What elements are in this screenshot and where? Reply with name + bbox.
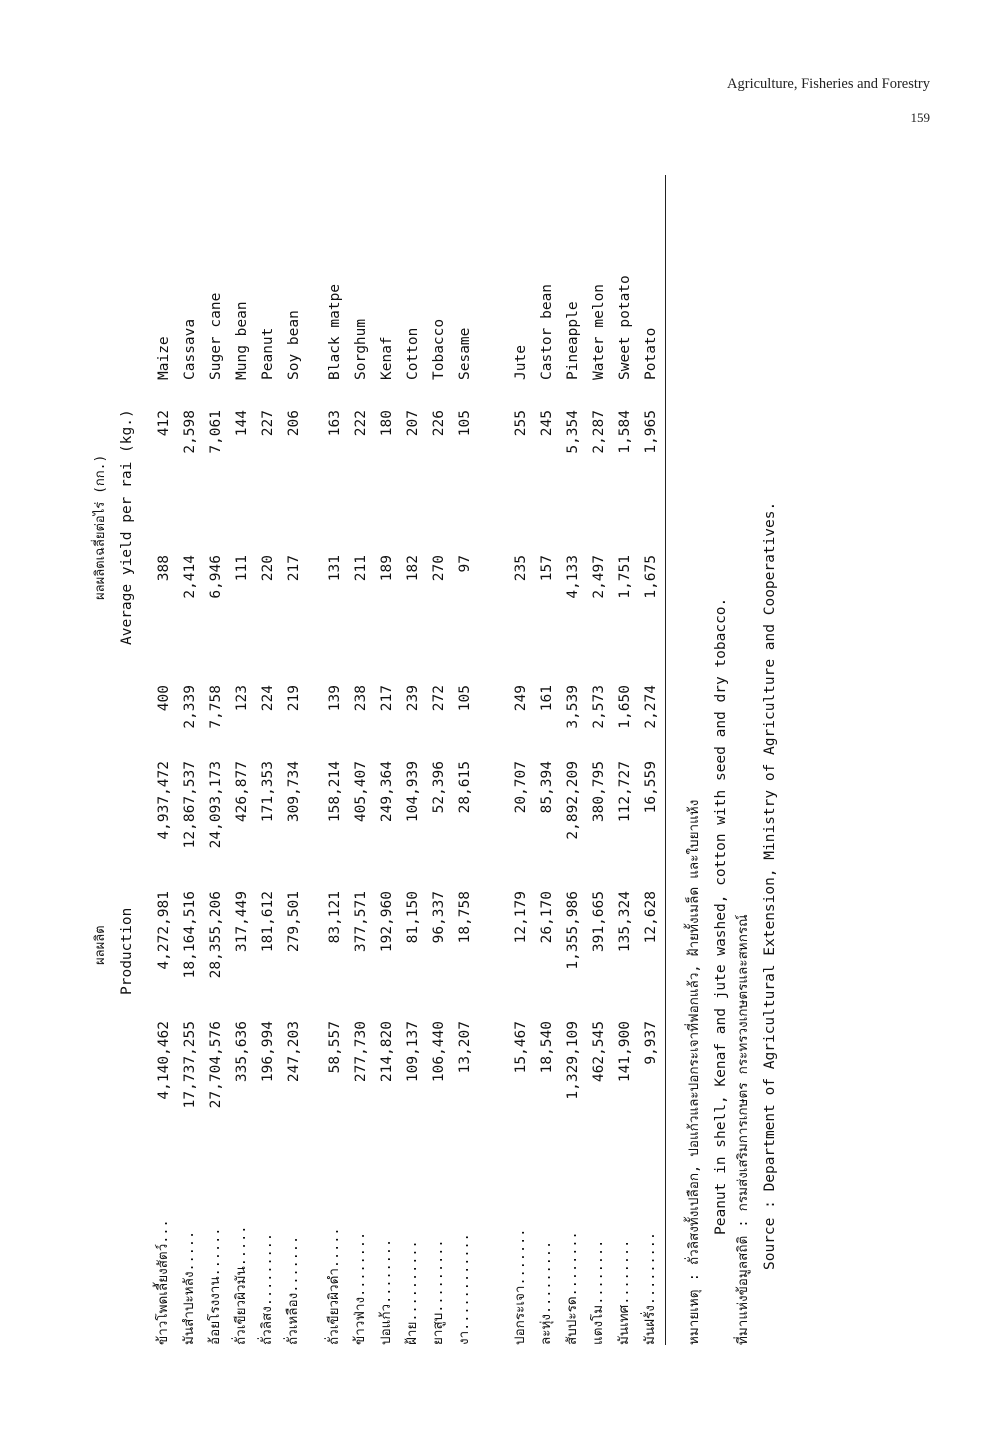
crop-name-en: Pineapple <box>565 301 581 380</box>
production-heading-th: ผลผลิต <box>93 925 108 965</box>
yield-col-3: 207 <box>405 410 421 437</box>
production-col-3: 16,559 <box>643 761 659 814</box>
production-col-1: 9,937 <box>643 1021 659 1065</box>
crop-name-th: มันสำปะหลัง..... <box>181 1230 197 1345</box>
production-col-1: 196,994 <box>260 1021 276 1083</box>
production-col-3: 20,707 <box>513 761 529 814</box>
table-bottom-rule <box>665 175 666 1345</box>
crop-name-th: ข้าวฟ่าง........ <box>352 1231 368 1345</box>
yield-col-1: 272 <box>431 685 447 712</box>
production-col-2: 192,960 <box>379 891 395 953</box>
crop-name-en: Mung bean <box>234 301 250 380</box>
yield-col-1: 219 <box>286 685 302 712</box>
crop-name-en: Cassava <box>182 318 198 380</box>
yield-col-2: 217 <box>286 555 302 582</box>
production-col-3: 2,892,209 <box>565 761 581 840</box>
crop-name-th: ฝ้าย.......... <box>404 1240 420 1345</box>
production-col-1: 277,730 <box>353 1021 369 1083</box>
production-col-1: 214,820 <box>379 1021 395 1083</box>
production-col-1: 27,704,576 <box>208 1021 224 1109</box>
yield-col-2: 6,946 <box>208 555 224 599</box>
crop-name-en: Castor bean <box>539 283 555 380</box>
yield-col-3: 180 <box>379 410 395 437</box>
crop-name-en: Jute <box>513 345 529 380</box>
yield-col-2: 189 <box>379 555 395 582</box>
crop-name-th: ปอกระเจา....... <box>512 1228 528 1345</box>
yield-col-1: 105 <box>457 685 473 712</box>
production-col-2: 12,628 <box>643 891 659 944</box>
yield-col-3: 105 <box>457 410 473 437</box>
crop-name-th: งา............ <box>456 1233 472 1345</box>
yield-col-1: 2,274 <box>643 685 659 729</box>
crop-name-th: ถั่วลิสง......... <box>259 1232 275 1345</box>
production-col-2: 4,272,981 <box>156 891 172 970</box>
production-col-1: 247,203 <box>286 1021 302 1083</box>
yield-col-3: 144 <box>234 410 250 437</box>
production-col-3: 52,396 <box>431 761 447 814</box>
yield-col-1: 238 <box>353 685 369 712</box>
production-col-3: 171,353 <box>260 761 276 823</box>
note-thai: หมายเหตุ : ถั่วลิสงทั้งเปลือก, ปอแก้วและปอกระเจาที่ฟอกแล้ว, ฝ้ายทั้งเมล็ด และใบยาแห้ง <box>686 799 702 1345</box>
yield-col-3: 1,584 <box>617 410 633 454</box>
yield-col-3: 245 <box>539 410 555 437</box>
crop-name-en: Sorghum <box>353 318 369 380</box>
production-col-1: 106,440 <box>431 1021 447 1083</box>
yield-col-2: 1,675 <box>643 555 659 599</box>
production-col-3: 104,939 <box>405 761 421 823</box>
crop-name-en: Black matpe <box>327 283 343 380</box>
production-col-2: 317,449 <box>234 891 250 953</box>
crop-name-th: มันฝรั่ง......... <box>642 1231 658 1345</box>
production-col-1: 13,207 <box>457 1021 473 1074</box>
production-col-2: 279,501 <box>286 891 302 953</box>
crop-name-th: แตงโม........ <box>590 1239 606 1345</box>
production-col-2: 96,337 <box>431 891 447 944</box>
production-col-3: 158,214 <box>327 761 343 823</box>
yield-heading-th: ผลผลิตเฉลี่ยต่อไร่ (กก.) <box>93 454 108 600</box>
crop-name-en: Maize <box>156 336 172 380</box>
production-col-2: 83,121 <box>327 891 343 944</box>
crop-name-en: Potato <box>643 327 659 380</box>
production-col-3: 28,615 <box>457 761 473 814</box>
yield-col-2: 2,414 <box>182 555 198 599</box>
yield-col-2: 235 <box>513 555 529 582</box>
yield-col-3: 206 <box>286 410 302 437</box>
crop-name-en: Suger cane <box>208 292 224 380</box>
yield-col-2: 1,751 <box>617 555 633 599</box>
crop-name-th: ถั่วเขียวผิวดำ..... <box>326 1227 342 1345</box>
crop-name-en: Sesame <box>457 327 473 380</box>
production-col-2: 18,164,516 <box>182 891 198 979</box>
production-col-2: 181,612 <box>260 891 276 953</box>
crop-name-th: อ้อยโรงงาน...... <box>207 1227 223 1345</box>
source-english: Source : Department of Agricultural Extension, Ministry of Agriculture and Cooperatives. <box>762 501 778 1270</box>
production-col-2: 81,150 <box>405 891 421 944</box>
yield-col-3: 2,287 <box>591 410 607 454</box>
yield-col-2: 211 <box>353 555 369 582</box>
crop-name-th: ถั่วเหลือง....... <box>285 1235 301 1345</box>
yield-col-1: 2,573 <box>591 685 607 729</box>
yield-col-1: 161 <box>539 685 555 712</box>
yield-col-2: 4,133 <box>565 555 581 599</box>
production-col-2: 18,758 <box>457 891 473 944</box>
yield-col-3: 412 <box>156 410 172 437</box>
yield-col-1: 400 <box>156 685 172 712</box>
crop-name-th: ปอแก้ว........ <box>378 1238 394 1345</box>
yield-col-3: 226 <box>431 410 447 437</box>
yield-col-3: 163 <box>327 410 343 437</box>
production-col-2: 1,355,986 <box>565 891 581 970</box>
yield-col-2: 270 <box>431 555 447 582</box>
yield-col-2: 182 <box>405 555 421 582</box>
rotated-statistics-table <box>82 145 822 1345</box>
production-col-2: 12,179 <box>513 891 529 944</box>
yield-col-1: 224 <box>260 685 276 712</box>
production-col-3: 112,727 <box>617 761 633 823</box>
page-header-title: Agriculture, Fisheries and Forestry <box>727 76 930 92</box>
production-col-1: 18,540 <box>539 1021 555 1074</box>
crop-name-th: ละหุ่ง......... <box>538 1240 554 1345</box>
crop-name-en: Tobacco <box>431 318 447 380</box>
yield-col-2: 97 <box>457 555 473 573</box>
production-col-2: 26,170 <box>539 891 555 944</box>
yield-heading-en: Average yield per rai (kg.) <box>119 409 135 645</box>
yield-col-1: 217 <box>379 685 395 712</box>
crop-name-th: ข้าวโพดเลี้ยงสัตว์... <box>155 1219 171 1345</box>
production-heading-en: Production <box>119 907 135 995</box>
production-col-2: 377,571 <box>353 891 369 953</box>
production-col-3: 24,093,173 <box>208 761 224 849</box>
production-col-1: 141,900 <box>617 1021 633 1083</box>
production-col-2: 28,355,206 <box>208 891 224 979</box>
yield-col-1: 249 <box>513 685 529 712</box>
production-col-1: 4,140,462 <box>156 1021 172 1100</box>
source-thai: ที่มาแห่งข้อมูลสถิติ : กรมส่งเสริมการเกษตร กระทรวงเกษตรและสหกรณ์ <box>735 914 751 1345</box>
production-col-3: 249,364 <box>379 761 395 823</box>
yield-col-3: 7,061 <box>208 410 224 454</box>
yield-col-3: 1,965 <box>643 410 659 454</box>
yield-col-2: 131 <box>327 555 343 582</box>
production-col-3: 4,937,472 <box>156 761 172 840</box>
yield-col-3: 227 <box>260 410 276 437</box>
production-col-3: 12,867,537 <box>182 761 198 849</box>
crop-name-en: Water melon <box>591 283 607 380</box>
yield-col-2: 157 <box>539 555 555 582</box>
page-number: 159 <box>910 110 930 125</box>
production-col-1: 1,329,109 <box>565 1021 581 1100</box>
yield-col-2: 111 <box>234 555 250 582</box>
production-col-2: 135,324 <box>617 891 633 953</box>
yield-col-1: 7,758 <box>208 685 224 729</box>
yield-col-1: 1,650 <box>617 685 633 729</box>
crop-name-th: ยาสูบ......... <box>430 1239 446 1345</box>
crop-name-th: มันเทศ........ <box>616 1239 632 1345</box>
production-col-3: 426,877 <box>234 761 250 823</box>
production-col-3: 85,394 <box>539 761 555 814</box>
yield-col-1: 139 <box>327 685 343 712</box>
yield-col-1: 2,339 <box>182 685 198 729</box>
yield-col-1: 3,539 <box>565 685 581 729</box>
production-col-1: 335,636 <box>234 1021 250 1083</box>
yield-col-3: 5,354 <box>565 410 581 454</box>
crop-name-en: Cotton <box>405 327 421 380</box>
production-col-3: 309,734 <box>286 761 302 823</box>
production-col-1: 15,467 <box>513 1021 529 1074</box>
crop-name-en: Kenaf <box>379 336 395 380</box>
note-english: Peanut in shell, Kenaf and jute washed, cotton with seed and dry tobacco. <box>713 597 729 1235</box>
production-col-3: 380,795 <box>591 761 607 823</box>
yield-col-2: 388 <box>156 555 172 582</box>
yield-col-3: 222 <box>353 410 369 437</box>
crop-name-en: Soy bean <box>286 310 302 380</box>
production-col-3: 405,407 <box>353 761 369 823</box>
yield-col-3: 255 <box>513 410 529 437</box>
production-col-1: 58,557 <box>327 1021 343 1074</box>
production-col-1: 462,545 <box>591 1021 607 1083</box>
crop-name-th: สับปะรด........ <box>564 1231 580 1345</box>
crop-name-th: ถั่วเขียวผิวมัน..... <box>233 1225 249 1345</box>
crop-name-en: Sweet potato <box>617 275 633 380</box>
yield-col-2: 2,497 <box>591 555 607 599</box>
production-col-1: 17,737,255 <box>182 1021 198 1109</box>
yield-col-1: 239 <box>405 685 421 712</box>
yield-col-1: 123 <box>234 685 250 712</box>
yield-col-2: 220 <box>260 555 276 582</box>
yield-col-3: 2,598 <box>182 410 198 454</box>
production-col-1: 109,137 <box>405 1021 421 1083</box>
crop-name-en: Peanut <box>260 327 276 380</box>
production-col-2: 391,665 <box>591 891 607 953</box>
